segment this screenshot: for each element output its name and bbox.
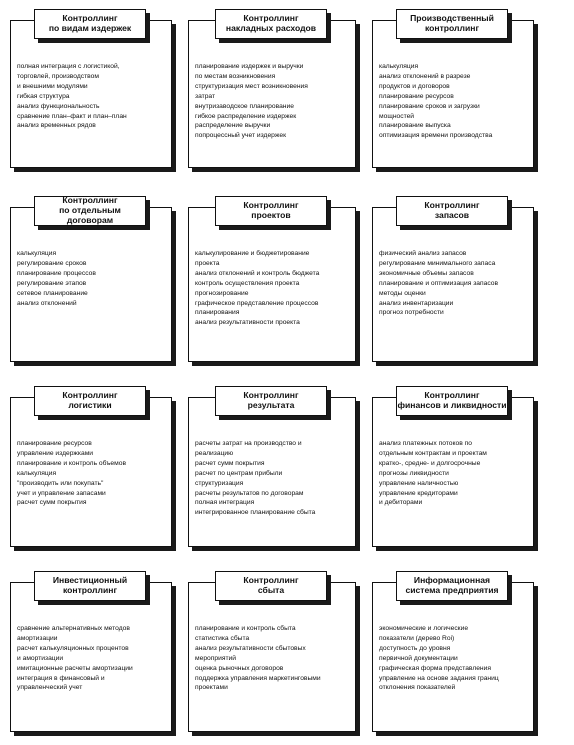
card-item: анализ платежных потоков по отдельным контрактам и проектам xyxy=(379,440,487,457)
card-item: управление наличностью xyxy=(379,479,459,487)
card-title: Информационная система предприятия xyxy=(396,571,508,601)
card-item: расчет сумм покрытия xyxy=(195,459,265,467)
card-item: регулирование минимального запаса xyxy=(379,259,496,267)
card-item: методы оценки xyxy=(379,289,426,297)
card-item: сравнение план–факт и план–план xyxy=(17,112,127,120)
card-item: прогноз потребности xyxy=(379,309,444,317)
card-title: Контроллинг накладных расходов xyxy=(215,9,327,39)
card-body xyxy=(10,195,172,362)
card-body xyxy=(188,390,356,547)
card-item: анализ отклонений в разрезе продуктов и договоров xyxy=(379,72,471,90)
card-item: анализ результативности сбытовых мероприятий xyxy=(195,644,306,662)
card-contracts xyxy=(10,195,172,362)
card-item: планирование и оптимизация запасов xyxy=(379,279,499,287)
card-body xyxy=(10,575,172,732)
card-title-box xyxy=(396,196,508,226)
card-item: калькулирование и бюджетирование проекта xyxy=(195,250,310,267)
card-title-box xyxy=(396,571,508,601)
card-info-system xyxy=(372,575,534,732)
card-item: планирование и контроль сбыта xyxy=(195,625,296,632)
card-title-box xyxy=(396,386,508,416)
card-investment xyxy=(10,575,172,732)
card-item: планирование ресурсов xyxy=(17,440,92,447)
card-item: оптимизация времени производства xyxy=(379,132,493,140)
card-item: оценка рыночных договоров xyxy=(195,664,284,672)
card-item: анализ отклонений и контроль бюджета xyxy=(195,269,320,277)
card-item: интеграция в финансовый и управленческий учет xyxy=(17,674,105,692)
card-cost-types xyxy=(10,13,172,168)
card-projects xyxy=(188,200,356,362)
card-body xyxy=(372,390,534,547)
card-item: калькуляция xyxy=(17,469,57,477)
card-item: калькуляция xyxy=(379,63,419,70)
card-results xyxy=(188,390,356,547)
card-item: анализ результативности проекта xyxy=(195,319,300,327)
card-item: полная интеграция с логистикой, торговлей, производством и внешними модулями xyxy=(17,63,120,90)
card-body xyxy=(372,200,534,362)
card-item: сетевое планирование xyxy=(17,289,88,297)
card-item: планирование сроков и загрузки мощностей xyxy=(379,102,480,120)
card-item: интегрированное планирование сбыта xyxy=(195,509,316,517)
card-item: управление кредиторами и дебиторами xyxy=(379,489,458,507)
card-item: "производить или покупать" xyxy=(17,479,104,487)
card-logistics xyxy=(10,390,172,547)
card-item: планирование процессов xyxy=(17,269,96,277)
card-item: планирование и контроль объемов xyxy=(17,459,127,467)
card-item: контроль осуществления проекта xyxy=(195,279,300,287)
card-item: гибкое распределение издержек xyxy=(195,112,297,120)
card-item: распределение выручки xyxy=(195,122,271,130)
card-title: Контроллинг по видам издержек xyxy=(34,9,146,39)
card-title-box xyxy=(34,9,146,39)
card-title-box xyxy=(215,386,327,416)
card-item: имитационные расчеты амортизации xyxy=(17,664,133,672)
card-title: Контроллинг результата xyxy=(215,386,327,416)
card-body xyxy=(10,13,172,168)
card-item: расчет сумм покрытия xyxy=(17,499,87,507)
card-item: планирование издержек и выручки по местам возникновения xyxy=(195,63,304,80)
card-item: управление издержками xyxy=(17,449,94,457)
card-item: прогнозирование xyxy=(195,289,249,297)
card-title-box xyxy=(215,196,327,226)
card-title-box xyxy=(34,571,146,601)
card-item: планирование выпуска xyxy=(379,122,451,130)
card-item: экономичные объемы запасов xyxy=(379,269,474,277)
card-body xyxy=(188,200,356,362)
card-item: анализ функциональность xyxy=(17,102,100,110)
card-item: графическое представление процессов планирования xyxy=(195,299,319,317)
card-title: Контроллинг финансов и ликвидности xyxy=(396,386,508,416)
card-item: регулирование этапов xyxy=(17,279,87,287)
card-body xyxy=(188,575,356,732)
card-title: Контроллинг по отдельным договорам xyxy=(34,196,146,226)
card-body xyxy=(372,13,534,168)
card-body xyxy=(188,13,356,168)
card-item: поддержка управления маркетинговыми проектами xyxy=(195,674,321,692)
card-item: расчет по центрам прибыли xyxy=(195,469,283,477)
card-item: управление на основе задания границ отклонения показателей xyxy=(379,674,499,692)
card-item: калькуляция xyxy=(17,250,57,257)
card-item: расчеты затрат на производство и реализацию xyxy=(195,440,302,457)
card-body xyxy=(10,390,172,547)
card-title-box xyxy=(34,386,146,416)
card-finance-liquidity xyxy=(372,390,534,547)
card-item: графическая форма представления xyxy=(379,664,491,672)
card-title: Контроллинг проектов xyxy=(215,196,327,226)
card-overheads xyxy=(188,13,356,168)
card-item: попроцессный учет издержек xyxy=(195,132,287,140)
card-title: Контроллинг сбыта xyxy=(215,571,327,601)
card-item: экономические и логические показатели (дерево Roi) xyxy=(379,625,469,642)
card-title-box xyxy=(396,9,508,39)
card-inventory xyxy=(372,200,534,362)
card-item: учет и управление запасами xyxy=(17,489,106,497)
card-item: структуризация xyxy=(195,479,244,487)
card-item: физический анализ запасов xyxy=(379,250,467,257)
card-item: доступность до уровня первичной документации xyxy=(379,644,458,662)
card-item: анализ инвентаризации xyxy=(379,299,454,307)
card-item: сравнение альтернативных методов амортизации xyxy=(17,625,130,642)
card-item: планирование ресурсов xyxy=(379,92,454,100)
card-title-box xyxy=(215,571,327,601)
card-item: расчеты результатов по договорам xyxy=(195,489,304,497)
card-title: Контроллинг логистики xyxy=(34,386,146,416)
card-item: анализ временных рядов xyxy=(17,122,96,130)
card-item: регулирование сроков xyxy=(17,259,87,267)
card-item: структуризация мест возникновения затрат xyxy=(195,82,308,100)
card-title: Контроллинг запасов xyxy=(396,196,508,226)
card-title-box xyxy=(34,196,146,226)
card-item: гибкая структура xyxy=(17,92,70,100)
card-item: расчет калькуляционных процентов и амортизации xyxy=(17,644,129,662)
card-title: Производственный контроллинг xyxy=(396,9,508,39)
card-sales xyxy=(188,575,356,732)
card-body xyxy=(372,575,534,732)
card-item: статистика сбыта xyxy=(195,634,250,642)
card-item: кратко-, средне- и долгосрочные прогнозы ликвидности xyxy=(379,459,481,477)
card-item: анализ отклонений xyxy=(17,299,77,307)
card-title: Инвестиционный контроллинг xyxy=(34,571,146,601)
card-item: полная интеграция xyxy=(195,499,255,507)
card-production xyxy=(372,13,534,168)
card-title-box xyxy=(215,9,327,39)
card-item: внутризаводское планирование xyxy=(195,102,294,110)
